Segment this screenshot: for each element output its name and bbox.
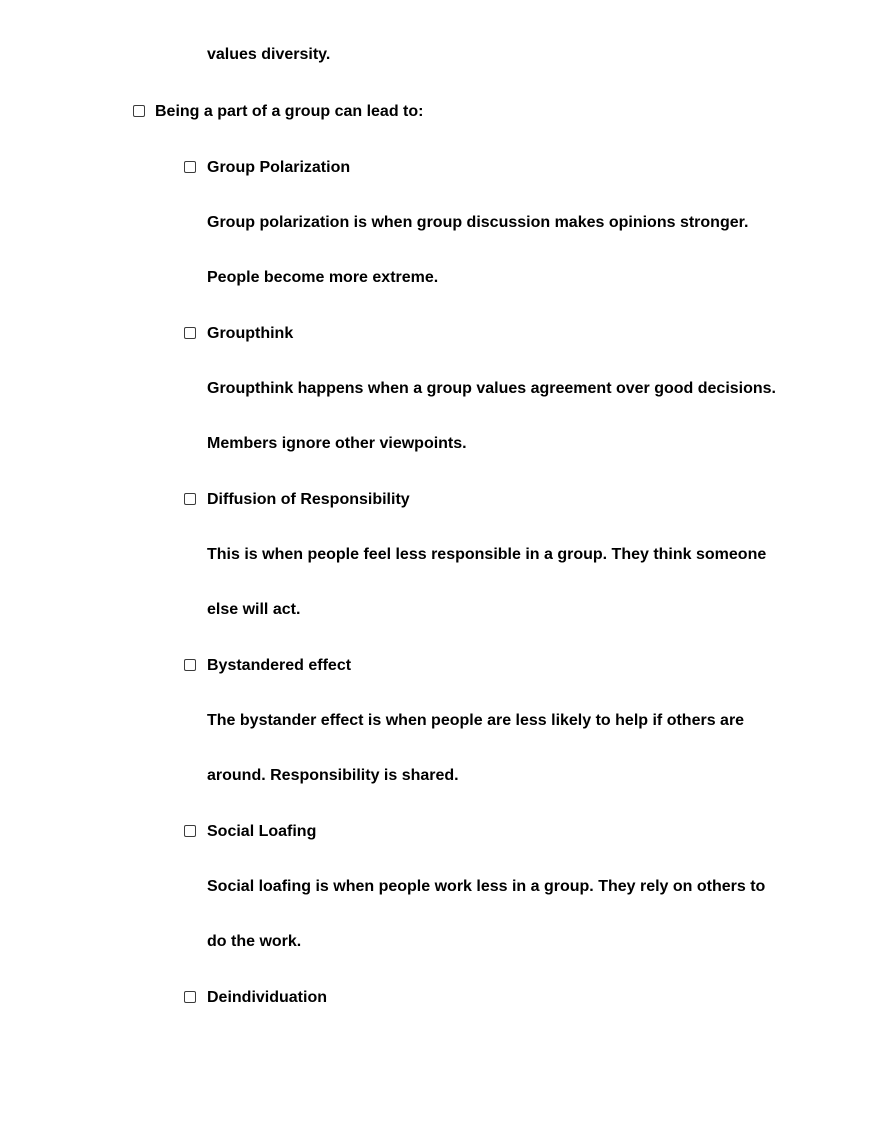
checklist-item-label: Bystandered effect [207, 657, 352, 674]
text-line: around. Responsibility is shared. [207, 767, 459, 784]
checklist-item-label: Being a part of a group can lead to: [155, 103, 424, 120]
text-line: Groupthink happens when a group values agreement over good decisions. [207, 380, 776, 397]
checkbox-being-part-of-group[interactable] [133, 105, 145, 117]
checklist-item-label: Diffusion of Responsibility [207, 491, 410, 508]
text-line: else will act. [207, 601, 301, 618]
checkbox-group-polarization[interactable] [184, 161, 196, 173]
checklist-item-label: Groupthink [207, 325, 294, 342]
text-line: Members ignore other viewpoints. [207, 435, 467, 452]
checklist-item-label: Deindividuation [207, 989, 327, 1006]
checklist-item-label: Group Polarization [207, 159, 351, 176]
checkbox-deindividuation[interactable] [184, 991, 196, 1003]
checkbox-diffusion-of-responsibility[interactable] [184, 493, 196, 505]
checkbox-groupthink[interactable] [184, 327, 196, 339]
text-line: do the work. [207, 933, 302, 950]
text-line: The bystander effect is when people are less likely to help if others are [207, 712, 745, 729]
text-line: People become more extreme. [207, 269, 439, 286]
checkbox-bystander-effect[interactable] [184, 659, 196, 671]
checklist-item-label: Social Loafing [207, 823, 317, 840]
text-line: This is when people feel less responsible in a group. They think someone [207, 546, 767, 563]
text-line: Social loafing is when people work less in a group. They rely on others to [207, 878, 766, 895]
text-line: Group polarization is when group discussion makes opinions stronger. [207, 214, 749, 231]
text-line: values diversity. [207, 46, 331, 63]
checkbox-social-loafing[interactable] [184, 825, 196, 837]
